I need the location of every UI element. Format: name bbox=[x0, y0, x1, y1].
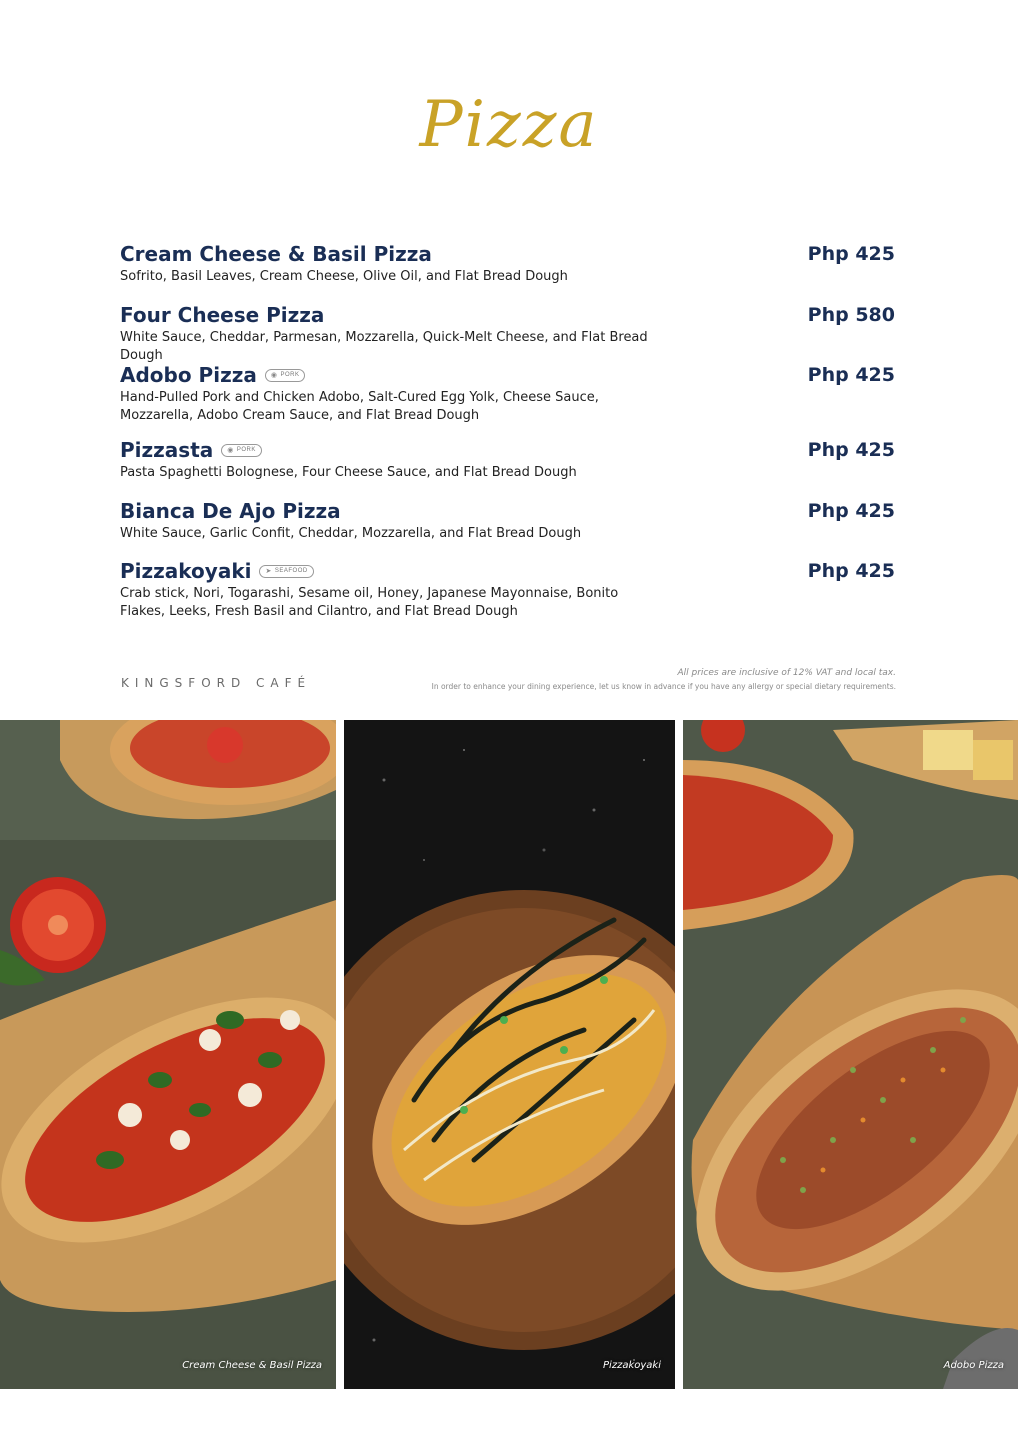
photo-caption: Pizzakoyaki bbox=[603, 1360, 661, 1371]
item-price: Php 425 bbox=[807, 364, 895, 386]
item-price: Php 425 bbox=[807, 243, 895, 265]
item-price: Php 425 bbox=[807, 500, 895, 522]
item-name: Adobo Pizza bbox=[120, 363, 257, 387]
item-description: Crab stick, Nori, Togarashi, Sesame oil, Honey, Japanese Mayonnaise, Bonito Flakes, Leeks, Fresh Basil and Cilantro, and Flat Bread Dough bbox=[120, 586, 619, 619]
menu-item bbox=[120, 361, 900, 436]
photo-cream-cheese-basil-pizza bbox=[0, 720, 336, 1389]
menu-item bbox=[120, 301, 900, 361]
item-price: Php 580 bbox=[807, 304, 895, 326]
menu-item bbox=[120, 497, 900, 557]
allergy-note: In order to enhance your dining experience, let us know in advance if you have any allergy or special dietary requirements. bbox=[431, 682, 896, 691]
menu-item bbox=[120, 557, 900, 621]
pig-icon: ◉ bbox=[227, 447, 234, 454]
menu-item bbox=[120, 240, 900, 301]
item-description: Pasta Spaghetti Bolognese, Four Cheese Sauce, and Flat Bread Dough bbox=[120, 465, 577, 480]
item-name: Pizzasta bbox=[120, 438, 214, 462]
seafood-tag: ➤ SEAFOOD bbox=[259, 565, 313, 578]
item-description: White Sauce, Garlic Confit, Cheddar, Mozzarella, and Flat Bread Dough bbox=[120, 526, 582, 541]
photo-caption: Adobo Pizza bbox=[943, 1360, 1004, 1371]
item-name: Cream Cheese & Basil Pizza bbox=[120, 242, 432, 266]
item-name: Bianca De Ajo Pizza bbox=[120, 499, 341, 523]
item-name: Four Cheese Pizza bbox=[120, 303, 325, 327]
item-description: Hand-Pulled Pork and Chicken Adobo, Salt-Cured Egg Yolk, Cheese Sauce, Mozzarella, Adobo Cream Sauce, and Flat Bread Dough bbox=[120, 390, 599, 423]
item-description: White Sauce, Cheddar, Parmesan, Mozzarella, Quick-Melt Cheese, and Flat Bread Dough bbox=[120, 330, 648, 363]
brand-name: KINGSFORD CAFÉ bbox=[121, 676, 312, 690]
photo-caption: Cream Cheese & Basil Pizza bbox=[182, 1360, 322, 1371]
fish-icon: ➤ bbox=[265, 568, 272, 575]
tax-note: All prices are inclusive of 12% VAT and local tax. bbox=[677, 668, 896, 678]
photo-adobo-pizza bbox=[683, 720, 1018, 1389]
pizza-photo-illustration bbox=[344, 720, 675, 1389]
menu-item bbox=[120, 436, 900, 497]
pizza-photo-illustration bbox=[0, 720, 336, 1389]
pizza-photo-illustration bbox=[683, 720, 1018, 1389]
page-title: Pizza bbox=[419, 88, 599, 162]
menu-list bbox=[120, 240, 900, 621]
pork-tag: ◉ PORK bbox=[221, 444, 262, 457]
pork-tag: ◉ PORK bbox=[265, 369, 306, 382]
pig-icon: ◉ bbox=[270, 372, 278, 379]
photo-pizzakoyaki bbox=[344, 720, 675, 1389]
item-description: Sofrito, Basil Leaves, Cream Cheese, Olive Oil, and Flat Bread Dough bbox=[120, 269, 568, 284]
item-price: Php 425 bbox=[807, 560, 895, 582]
item-name: Pizzakoyaki bbox=[120, 559, 252, 583]
item-price: Php 425 bbox=[807, 439, 895, 461]
